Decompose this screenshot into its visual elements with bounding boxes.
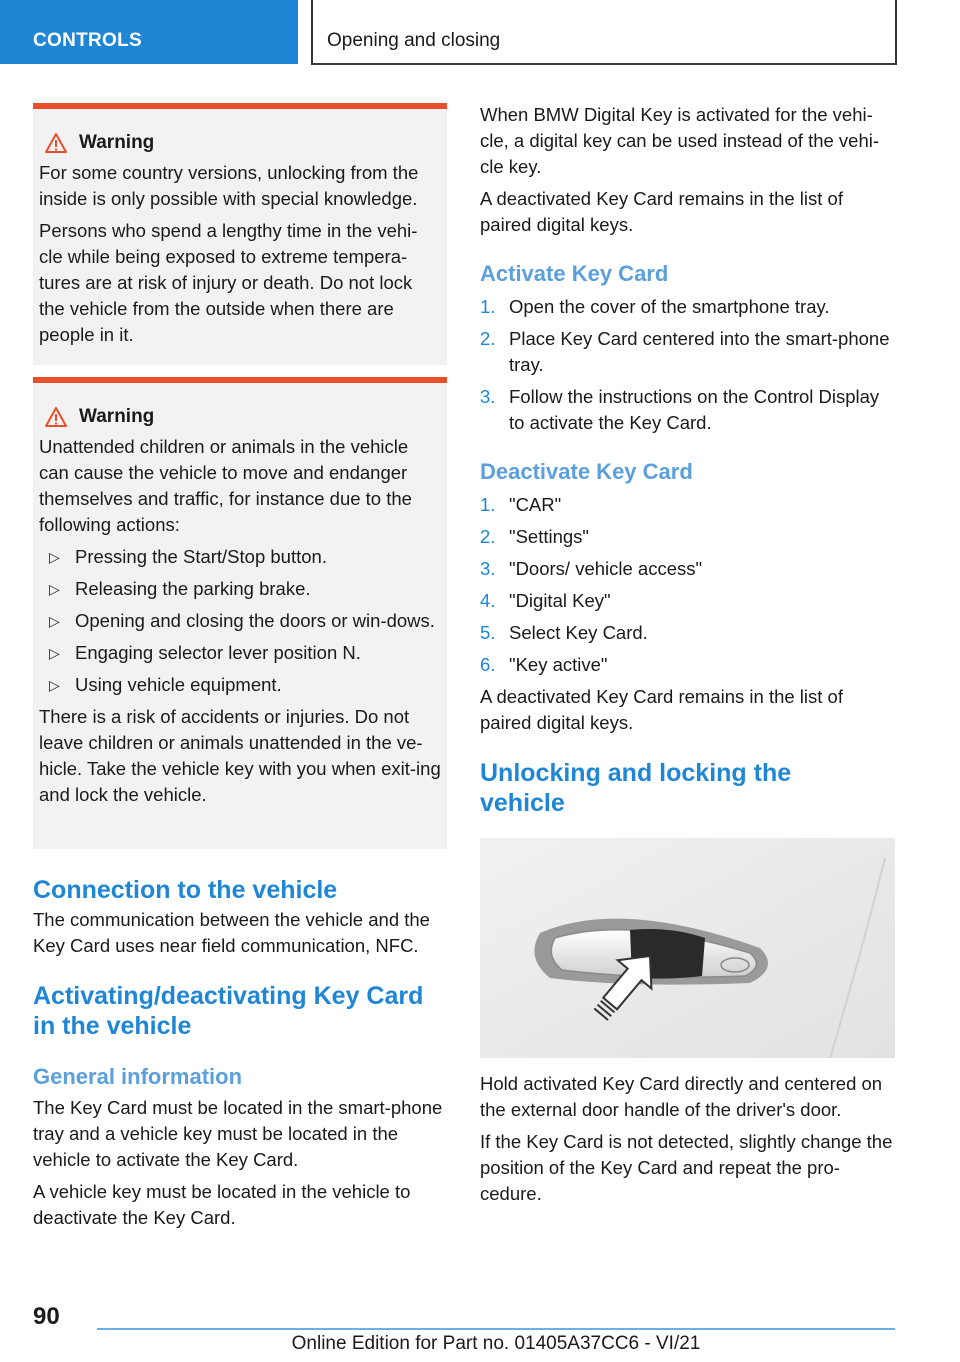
list-item: 3. Follow the instructions on the Control Display to activate the Key Card. xyxy=(480,386,880,433)
warning-box-2 xyxy=(33,377,447,849)
body-text: A deactivated Key Card remains in the list of paired digital keys. xyxy=(480,188,843,235)
list-item: ▷ Using vehicle equipment. xyxy=(39,672,441,698)
body-text: The communication between the vehicle and the Key Card uses near field communication, NFC. xyxy=(33,909,430,956)
unlocking-text xyxy=(480,1071,895,1207)
warning-box-1 xyxy=(33,103,447,365)
warning-icon xyxy=(45,133,67,153)
list-item: 3. "Doors/ vehicle access" xyxy=(480,558,703,579)
list-item: 6. "Key active" xyxy=(480,654,608,675)
list-item: 2. Place Key Card centered into the smart‐phone tray. xyxy=(480,328,890,375)
body-text: A deactivated Key Card remains in the list of paired digital keys. xyxy=(480,686,843,733)
body-text: The Key Card must be located in the smart‐phone tray and a vehicle key must be located in the vehicle to activate the Key Card. xyxy=(33,1097,443,1170)
body-text: Hold activated Key Card directly and centered on the external door handle of the driver's door. xyxy=(480,1073,883,1120)
warning-text: For some country versions, unlocking from the inside is only possible with special knowledge. xyxy=(39,162,419,209)
triangle-bullet-icon: ▷ xyxy=(49,645,60,661)
warning-text: Persons who spend a lengthy time in the vehi‐cle while being exposed to extreme tempera‐tures are at risk of injury or death. Do not lock the vehicle from the outside when there are people in it. xyxy=(39,220,418,345)
door-handle-image xyxy=(480,838,895,1058)
connection-section xyxy=(33,875,447,1231)
page-number: 90 xyxy=(33,1303,60,1330)
list-item: ▷ Pressing the Start/Stop button. xyxy=(39,544,441,570)
subsection-heading: General information xyxy=(33,1064,243,1089)
chapter-tab xyxy=(311,0,897,65)
list-item: ▷ Engaging selector lever position N. xyxy=(39,640,441,666)
door-handle-illustration xyxy=(480,838,895,1058)
triangle-bullet-icon: ▷ xyxy=(49,677,60,693)
warning-title: Warning xyxy=(79,132,155,153)
triangle-bullet-icon: ▷ xyxy=(49,549,60,565)
list-item: ▷ Opening and closing the doors or win‐dows. xyxy=(39,608,441,634)
footer-edition: Online Edition for Part no. 01405A37CC6 - VI/21 xyxy=(291,1333,701,1354)
section-heading: Activating/deactivating Key Card in the vehicle xyxy=(33,982,424,1040)
subsection-heading: Deactivate Key Card xyxy=(480,459,693,484)
section-tab xyxy=(0,0,298,64)
list-item: 1. "CAR" xyxy=(480,494,562,515)
footer-divider xyxy=(97,1328,895,1330)
body-text: If the Key Card is not detected, slightly change the position of the Key Card and repeat the pro‐cedure. xyxy=(480,1131,893,1204)
right-column xyxy=(480,102,895,818)
triangle-bullet-icon: ▷ xyxy=(49,581,60,597)
list-item: 2. "Settings" xyxy=(480,526,589,547)
warning-intro: Unattended children or animals in the vehicle can cause the vehicle to move and endanger themselves and traffic, for instance due to the following actions: xyxy=(39,436,412,535)
triangle-bullet-icon: ▷ xyxy=(49,613,60,629)
warning-outro: There is a risk of accidents or injuries. Do not leave children or animals unattended in the ve‐hicle. Take the vehicle key with you when exit‐ing and lock the vehicle. xyxy=(39,706,441,805)
chapter-label: Opening and closing xyxy=(327,30,501,51)
list-item: 4. "Digital Key" xyxy=(480,590,611,611)
section-label: CONTROLS xyxy=(33,30,143,51)
section-heading: Connection to the vehicle xyxy=(33,876,338,904)
subsection-heading: Activate Key Card xyxy=(480,261,669,286)
list-item: 5. Select Key Card. xyxy=(480,622,648,643)
body-text: When BMW Digital Key is activated for the vehi‐cle, a digital key can be used instead of the vehi‐cle key. xyxy=(480,104,880,177)
list-item: ▷ Releasing the parking brake. xyxy=(39,576,441,602)
body-text: A vehicle key must be located in the vehicle to deactivate the Key Card. xyxy=(33,1181,411,1228)
list-item: 1. Open the cover of the smartphone tray. xyxy=(480,296,830,317)
warning-title: Warning xyxy=(79,406,155,427)
warning-icon xyxy=(45,407,67,427)
section-heading: Unlocking and locking the vehicle xyxy=(480,759,792,817)
